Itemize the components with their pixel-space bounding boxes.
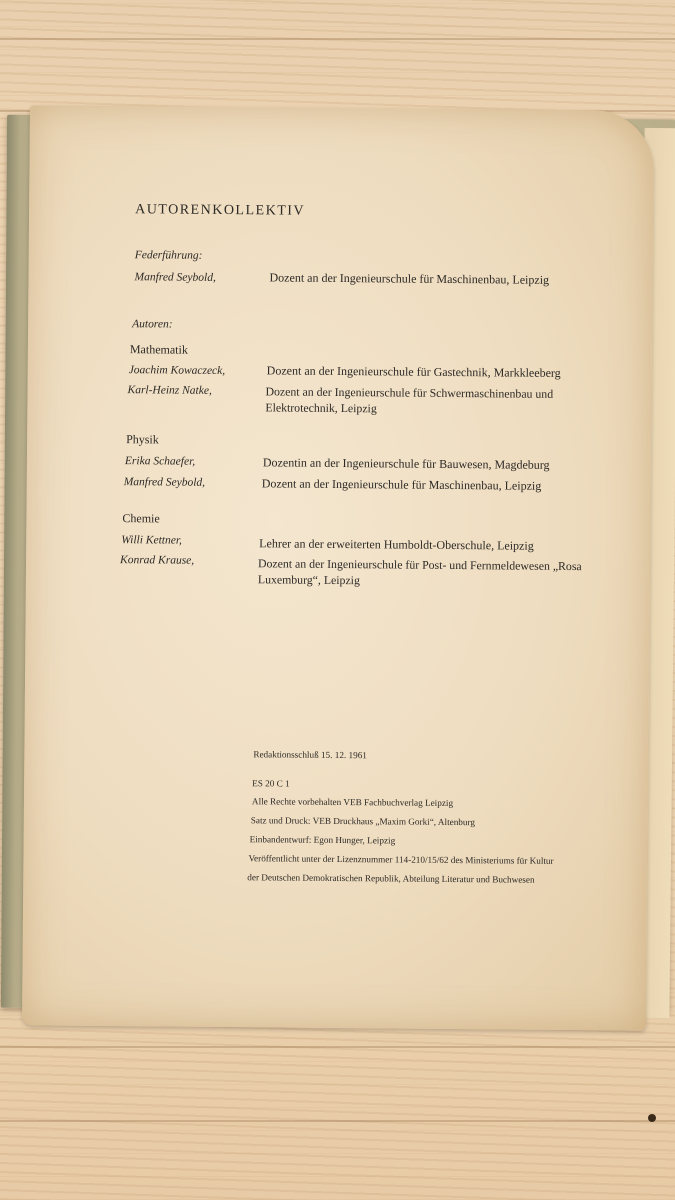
redaktionsschluss: Redaktionsschluß 15. 12. 1961 (253, 749, 367, 761)
authors-heading: Autoren: (132, 318, 173, 331)
author-role: Lehrer an der erweiterten Humboldt-Oberschule, Leipzig (259, 536, 534, 553)
subject-mathematik: Mathematik (129, 342, 188, 357)
author-role: Dozent an der Ingenieurschule für Schwermaschinenbau und Elektrotechnik, Leipzig (265, 384, 554, 416)
wood-board-seam (0, 1120, 675, 1122)
author-name: Joachim Kowaczeck, (128, 364, 226, 378)
imprint-license: Veröffentlicht unter der Lizenznummer 114-210/15/62 des Ministeriums für Kultur (248, 853, 554, 866)
author-name: Erika Schaefer, (124, 455, 196, 468)
author-name: Konrad Krause, (120, 554, 195, 567)
page-title: AUTORENKOLLEKTIV (135, 202, 306, 219)
subject-chemie: Chemie (122, 511, 160, 526)
lead-name: Manfred Seybold, (134, 271, 216, 284)
subject-physik: Physik (126, 432, 159, 447)
imprint-rights: Alle Rechte vorbehalten VEB Fachbuchverlag Leipzig (251, 796, 454, 809)
author-name: Willi Kettner, (121, 534, 182, 547)
imprint-license: der Deutschen Demokratischen Republik, Abteilung Literatur und Buchwesen (247, 872, 535, 885)
imprint-print: Satz und Druck: VEB Druckhaus „Maxim Gorki“, Altenburg (250, 815, 476, 828)
author-role: Dozent an der Ingenieurschule für Gastechnik, Markkleeberg (266, 363, 561, 380)
wood-knot (648, 1114, 656, 1122)
author-role: Dozentin an der Ingenieurschule für Bauwesen, Magdeburg (262, 455, 550, 472)
author-name: Manfred Seybold, (123, 476, 206, 489)
lead-heading: Federführung: (134, 249, 203, 262)
author-name: Karl-Heinz Natke, (127, 384, 212, 397)
author-role: Dozent an der Ingenieurschule für Post- und Fernmeldewesen „Rosa Luxemburg“, Leipzig (257, 556, 582, 588)
author-role: Dozent an der Ingenieurschule für Maschinenbau, Leipzig (261, 476, 542, 493)
wood-board-seam (0, 1046, 675, 1048)
wood-board-seam (0, 38, 675, 40)
imprint-code: ES 20 C 1 (252, 778, 290, 789)
book-page (22, 105, 654, 1030)
lead-role: Dozent an der Ingenieurschule für Maschinenbau, Leipzig (269, 270, 550, 287)
imprint-binding: Einbandentwurf: Egon Hunger, Leipzig (249, 834, 396, 846)
